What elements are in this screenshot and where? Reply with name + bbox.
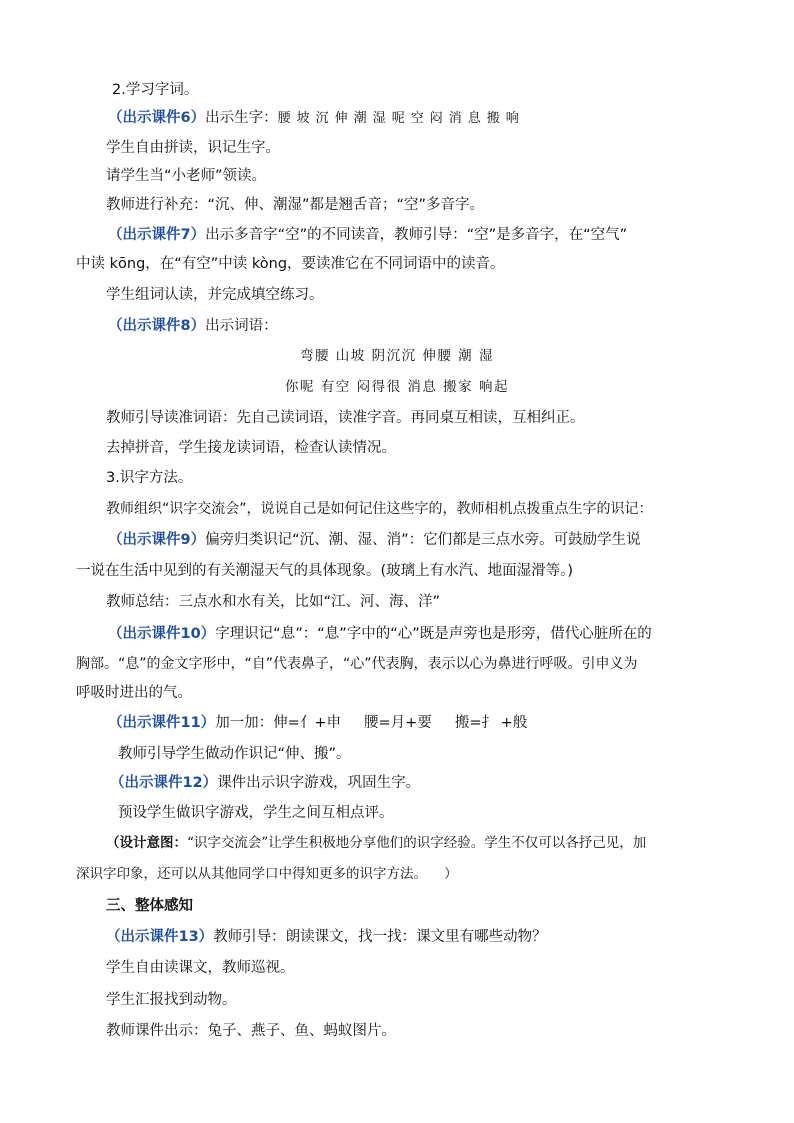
line-text: 加一加：伸=亻+申 腰=月+要 搬=扌 +般 — [215, 715, 528, 731]
paragraph-line: 教师进行补充：“沉、伸、潮湿”都是翘舌音；“空”多音字。 — [106, 197, 485, 213]
paragraph-line: 中读 kōng，在“有空”中读 kòng，要读准它在不同词语中的读音。 — [76, 256, 505, 272]
paragraph-line: 教师总结：三点水和水有关，比如“江、河、海、洋” — [106, 594, 441, 610]
line-text: 出示词语： — [205, 318, 278, 334]
word-list-row-2: 你呢 有空 闷得很 消息 搬家 响起 — [285, 379, 509, 395]
paragraph-line: 胸部。“息”的金文字形中，“自”代表鼻子，“心”代表胸，表示以心为鼻进行呼吸。引申义为 — [76, 656, 638, 672]
courseware-line-13 — [106, 927, 547, 947]
paragraph-line: 学生汇报找到动物。 — [106, 992, 237, 1008]
line-text: “识字交流会”让学生积极地分享他们的识字经验。学生不仅可以各抒己见，加 — [187, 835, 647, 851]
courseware-line-8 — [108, 316, 278, 336]
paragraph-line: 去掉拼音，学生接龙读词语，检查认读情况。 — [106, 440, 396, 456]
courseware-tag: （出示课件8） — [108, 318, 206, 334]
courseware-line-7 — [108, 225, 627, 245]
line-text: 偏旁归类识记“沉、潮、湿、消”：它们都是三点水旁。可鼓励学生说 — [205, 532, 641, 548]
courseware-tag: （出示课件13） — [106, 929, 214, 945]
word-list-row-1: 弯腰 山坡 阴沉沉 伸腰 潮 湿 — [300, 348, 494, 364]
paragraph-line: 教师引导读准词语：先自己读词语，读准字音。再同桌互相读，互相纠正。 — [106, 410, 585, 426]
courseware-tag: （出示课件9） — [108, 532, 206, 548]
paragraph-line: 教师组织“识字交流会”，说说自己是如何记住这些字的，教师相机点拨重点生字的识记： — [106, 501, 653, 517]
paragraph-line: 学生组词认读，并完成填空练习。 — [106, 287, 324, 303]
section-heading-study-words: 2.学习字词。 — [112, 82, 199, 98]
paragraph-line: 学生自由拼读，识记生字。 — [106, 140, 280, 156]
design-intent-line-2: 深识字印象，还可以从其他同学口中得知更多的识字方法。 ） — [76, 866, 458, 882]
paragraph-line: 请学生当“小老师”领读。 — [106, 168, 267, 184]
paragraph-line: 学生自由读课文，教师巡视。 — [106, 960, 295, 976]
line-text: 出示生字： — [205, 110, 278, 126]
line-text: 出示多音字“空”的不同读音，教师引导：“空”是多音字，在“空气” — [205, 227, 628, 243]
courseware-line-10 — [108, 624, 652, 644]
new-characters-list: 腰 坡 沉 伸 潮 湿 呢 空 闷 消 息 搬 响 — [277, 111, 519, 126]
courseware-line-11 — [108, 713, 527, 733]
courseware-tag: （出示课件6） — [108, 110, 206, 126]
paragraph-line: 预设学生做识字游戏，学生之间互相点评。 — [118, 805, 394, 821]
paragraph-line: 呼吸时进出的气。 — [76, 685, 192, 701]
courseware-line-12 — [110, 773, 420, 793]
courseware-tag: （出示课件10） — [108, 626, 216, 642]
section-heading-overall: 三、整体感知 — [106, 898, 193, 914]
courseware-tag: （出示课件12） — [110, 775, 218, 791]
courseware-line-9 — [108, 530, 641, 550]
line-text: 教师引导：朗读课文，找一找：课文里有哪些动物？ — [213, 929, 547, 945]
design-intent-label: （设计意图： — [106, 835, 187, 851]
paragraph-line: 教师课件出示：兔子、燕子、鱼、蚂蚁图片。 — [106, 1023, 396, 1039]
courseware-tag: （出示课件7） — [108, 227, 206, 243]
design-intent-line-1 — [106, 833, 646, 853]
courseware-tag: （出示课件11） — [108, 715, 216, 731]
line-text: 字理识记“息”：“息”字中的“心”既是声旁也是形旁，借代心脏所在的 — [215, 626, 652, 642]
paragraph-line: 教师引导学生做动作识记“伸、搬”。 — [118, 746, 351, 762]
section-heading-methods: 3.识字方法。 — [106, 470, 193, 486]
paragraph-line: 一说在生活中见到的有关潮湿天气的具体现象。(玻璃上有水汽、地面湿滑等。) — [76, 563, 574, 579]
line-text: 课件出示识字游戏，巩固生字。 — [217, 775, 421, 791]
courseware-line-6 — [108, 108, 525, 129]
